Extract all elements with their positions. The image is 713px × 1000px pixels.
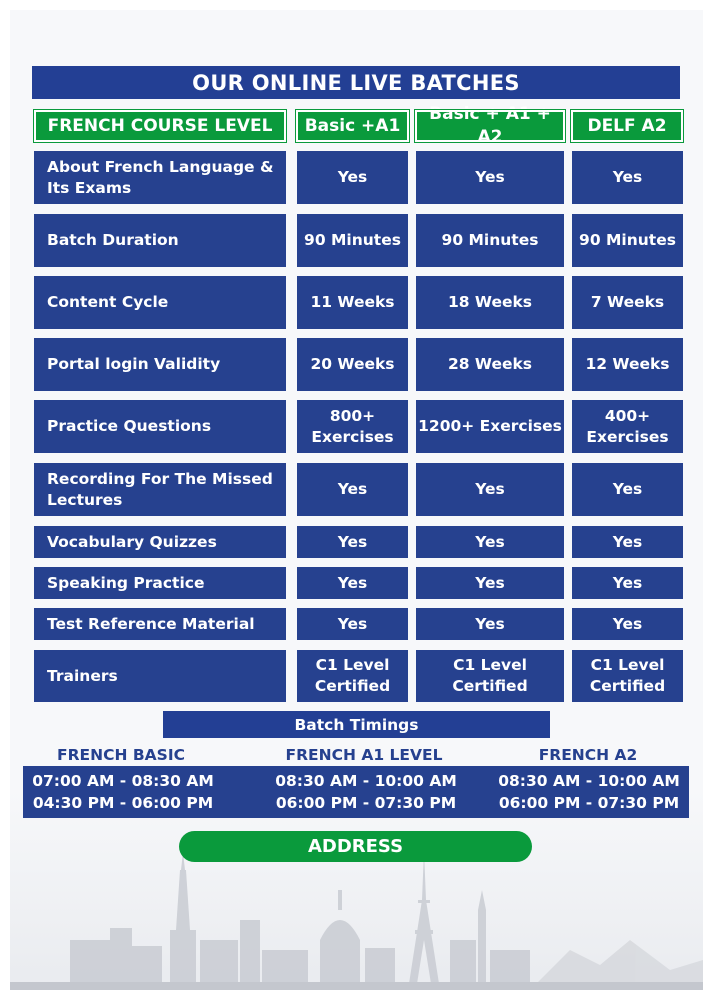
page-title: OUR ONLINE LIVE BATCHES xyxy=(32,66,680,99)
cell-value: 20 Weeks xyxy=(297,338,408,391)
timing-box xyxy=(23,766,689,818)
cell-value: 11 Weeks xyxy=(297,276,408,329)
cell-value: Yes xyxy=(297,526,408,558)
cell-value: Yes xyxy=(416,151,564,204)
cell-value: 7 Weeks xyxy=(572,276,683,329)
cell-value: Yes xyxy=(572,151,683,204)
cell-value: Yes xyxy=(416,608,564,640)
cell-value: 28 Weeks xyxy=(416,338,564,391)
timing-slot: 06:00 PM - 07:30 PM xyxy=(498,794,680,812)
cell-value: Yes xyxy=(297,463,408,516)
paris-skyline-illustration xyxy=(10,790,703,990)
timing-column-basic xyxy=(23,766,223,818)
cell-value: 90 Minutes xyxy=(572,214,683,267)
timing-label-a1: FRENCH A1 LEVEL xyxy=(285,746,443,764)
row-label: Vocabulary Quizzes xyxy=(34,526,286,558)
row-label: About French Language & Its Exams xyxy=(34,151,286,204)
row-label: Batch Duration xyxy=(34,214,286,267)
timing-label-basic: FRENCH BASIC xyxy=(57,746,185,764)
cell-value: Yes xyxy=(572,608,683,640)
cell-value: 18 Weeks xyxy=(416,276,564,329)
timing-column-a1 xyxy=(256,766,476,818)
timing-slot: 08:30 AM - 10:00 AM xyxy=(498,771,680,790)
cell-value: 400+ Exercises xyxy=(572,400,683,453)
cell-value: 90 Minutes xyxy=(416,214,564,267)
header-level: FRENCH COURSE LEVEL xyxy=(34,110,286,142)
timing-slot: 06:00 PM - 07:30 PM xyxy=(275,794,457,812)
cell-value: Yes xyxy=(297,567,408,599)
cell-value: 800+ Exercises xyxy=(297,400,408,453)
header-basic-a1-a2: Basic + A1 + A2 xyxy=(415,110,565,142)
timing-column-a2 xyxy=(489,766,689,818)
row-label: Speaking Practice xyxy=(34,567,286,599)
header-basic-a1: Basic +A1 xyxy=(296,110,409,142)
timing-slot: 08:30 AM - 10:00 AM xyxy=(275,771,457,790)
timing-label-a2: FRENCH A2 xyxy=(538,746,638,764)
cell-value: Yes xyxy=(572,463,683,516)
header-delf-a2: DELF A2 xyxy=(571,110,683,142)
row-label: Recording For The Missed Lectures xyxy=(34,463,286,516)
cell-value: Yes xyxy=(416,463,564,516)
cell-value: Yes xyxy=(416,526,564,558)
cell-value: Yes xyxy=(572,567,683,599)
row-label: Test Reference Material xyxy=(34,608,286,640)
cell-value: Yes xyxy=(297,151,408,204)
row-label: Trainers xyxy=(34,650,286,702)
timing-slot: 07:00 AM - 08:30 AM xyxy=(32,771,214,790)
row-label: Content Cycle xyxy=(34,276,286,329)
address-button[interactable]: ADDRESS xyxy=(179,831,532,862)
cell-value: 1200+ Exercises xyxy=(416,400,564,453)
cell-value: Yes xyxy=(572,526,683,558)
cell-value: 90 Minutes xyxy=(297,214,408,267)
timing-slot: 04:30 PM - 06:00 PM xyxy=(32,794,214,812)
cell-value: Yes xyxy=(416,567,564,599)
batch-timings-title: Batch Timings xyxy=(163,711,550,738)
row-label: Practice Questions xyxy=(34,400,286,453)
row-label: Portal login Validity xyxy=(34,338,286,391)
cell-value: Yes xyxy=(297,608,408,640)
cell-value: 12 Weeks xyxy=(572,338,683,391)
cell-value: C1 Level Certified xyxy=(297,650,408,702)
brochure-page xyxy=(10,10,703,990)
cell-value: C1 Level Certified xyxy=(572,650,683,702)
cell-value: C1 Level Certified xyxy=(416,650,564,702)
